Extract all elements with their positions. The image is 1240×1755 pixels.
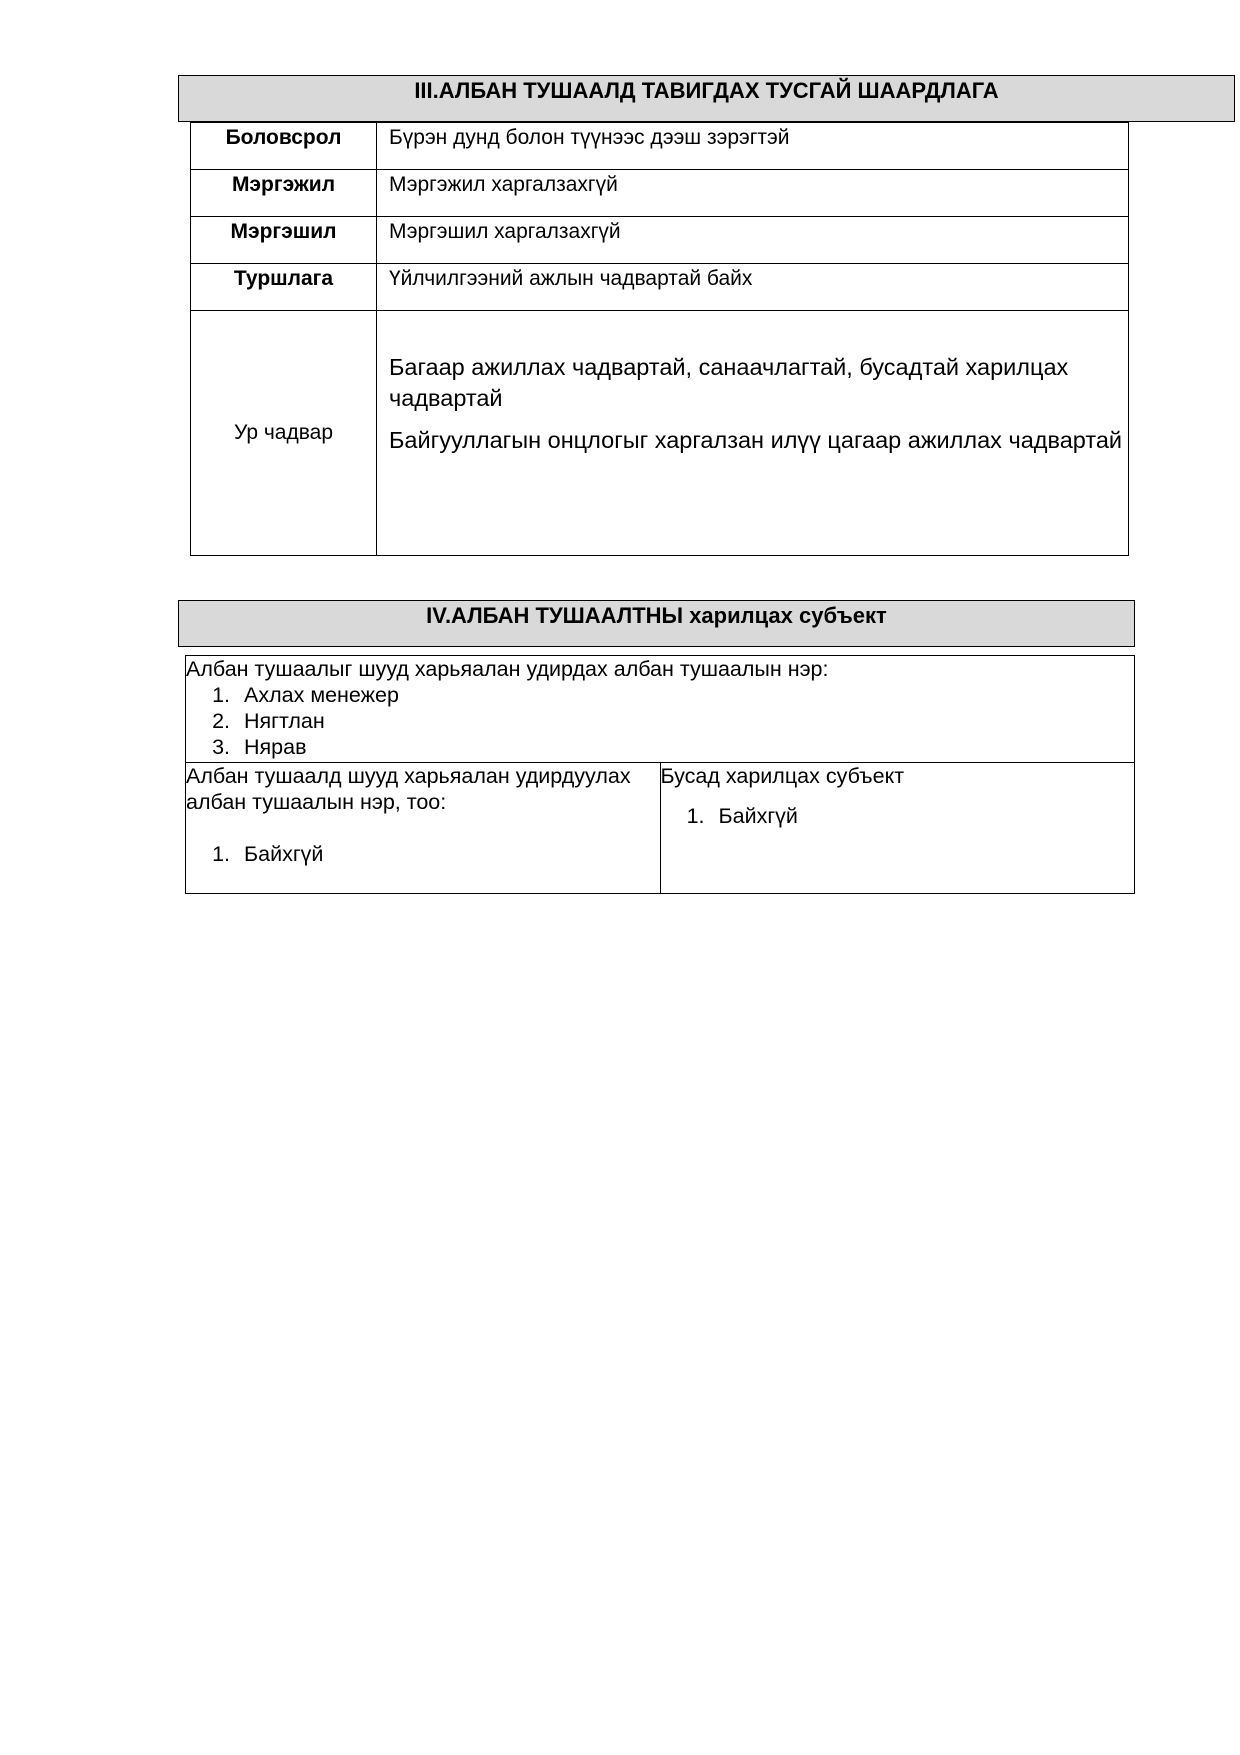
- skills-label: Ур чадвар: [191, 311, 377, 556]
- table-row: [191, 170, 1129, 217]
- supervisor-list: [186, 682, 1134, 760]
- qualification-value: Мэргэшил харгалзахгүй: [377, 217, 1129, 264]
- profession-label: Мэргэжил: [191, 170, 377, 217]
- education-value: Бүрэн дунд болон түүнээс дээш зэрэгтэй: [377, 123, 1129, 170]
- subordinates-list: [186, 841, 660, 867]
- list-item: 1. Байхгүй: [711, 803, 1135, 829]
- subordinates-heading: Албан тушаалд шууд харьяалан удирдуулах албан тушаалын нэр, тоо:: [186, 764, 631, 814]
- skill-item: Багаар ажиллах чадвартай, санаачлагтай, бусадтай харилцах чадвартай: [389, 354, 1069, 411]
- other-relations-cell: [660, 763, 1135, 894]
- table-row: [191, 264, 1129, 311]
- section-4-title: IV.АЛБАН ТУШААЛТНЫ харилцах субъект: [178, 600, 1135, 647]
- requirements-table: [190, 122, 1129, 556]
- table-row: [186, 656, 1135, 763]
- profession-value: Мэргэжил харгалзахгүй: [377, 170, 1129, 217]
- table-row: [186, 763, 1135, 894]
- table-row: [191, 311, 1129, 556]
- table-row: [191, 123, 1129, 170]
- qualification-label: Мэргэшил: [191, 217, 377, 264]
- other-relations-list: [661, 803, 1135, 829]
- education-label: Боловсрол: [191, 123, 377, 170]
- skills-value: [377, 311, 1129, 556]
- list-item: 1. Ахлах менежер: [236, 682, 1134, 708]
- subordinates-cell: [186, 763, 661, 894]
- supervisor-cell: [186, 656, 1135, 763]
- list-item: 1. Байхгүй: [236, 841, 660, 867]
- relations-table: [185, 655, 1135, 894]
- experience-label: Туршлага: [191, 264, 377, 311]
- section-3-title: III.АЛБАН ТУШААЛД ТАВИГДАХ ТУСГАЙ ШААРДЛАГА: [178, 75, 1235, 122]
- table-row: [191, 217, 1129, 264]
- experience-value: Үйлчилгээний ажлын чадвартай байх: [377, 264, 1129, 311]
- list-item: 3. Нярав: [236, 734, 1134, 760]
- list-item: 2. Нягтлан: [236, 708, 1134, 734]
- supervisor-heading: Албан тушаалыг шууд харьяалан удирдах албан тушаалын нэр:: [186, 657, 829, 681]
- other-relations-heading: Бусад харилцах субъект: [660, 764, 905, 788]
- skill-item: Байгууллагын онцлогыг харгалзан илүү цагаар ажиллах чадвартай: [389, 427, 1123, 453]
